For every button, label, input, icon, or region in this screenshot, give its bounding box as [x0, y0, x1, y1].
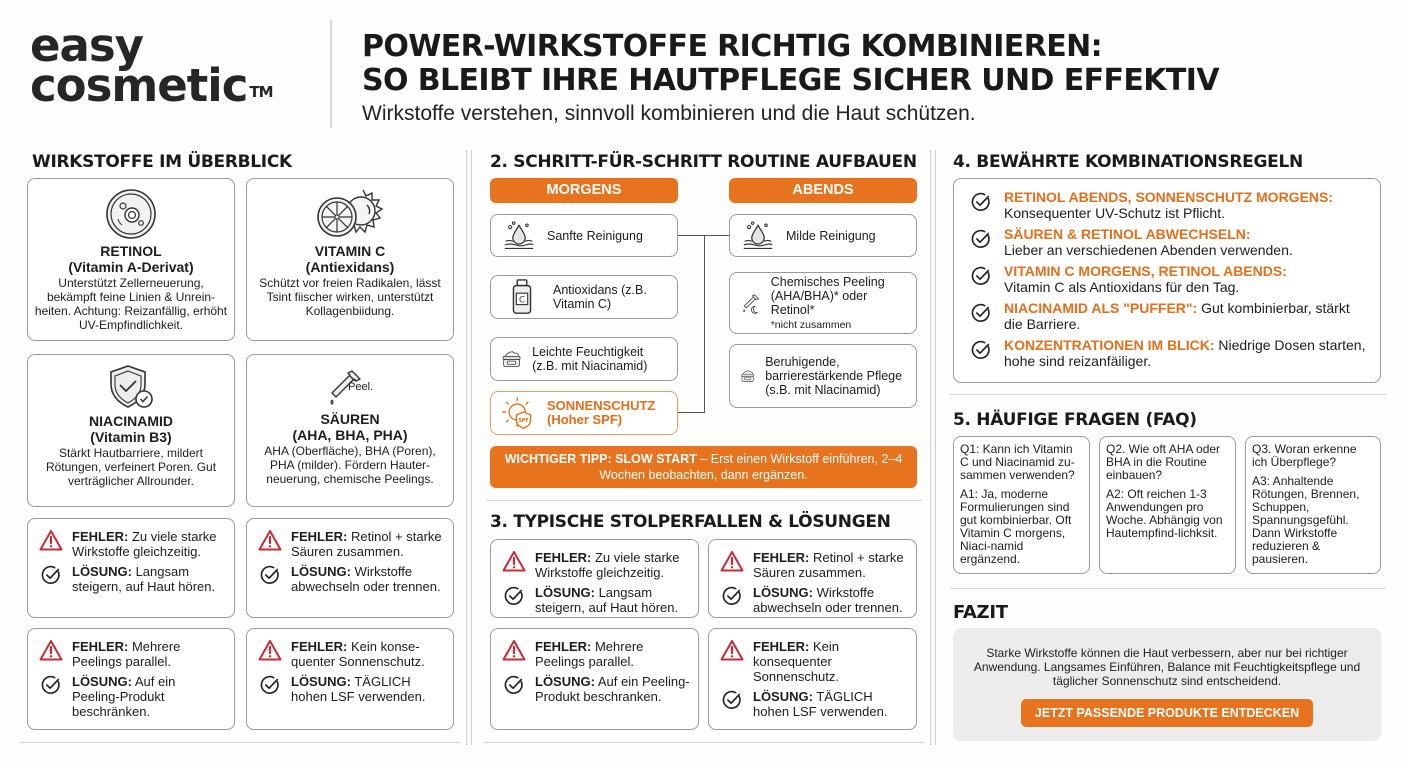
routine-step-evening: [729, 344, 917, 408]
slow-start-tip: [490, 446, 917, 488]
brand-logo: [30, 19, 273, 112]
rule-item: [970, 263, 1368, 295]
ingredient-card-vitamin-c: [246, 178, 454, 341]
warning-icon: [258, 639, 282, 661]
vitamin-c-bottle-icon: [507, 278, 537, 316]
routine-step-evening: [729, 272, 917, 334]
dropper-icon-wrap: [320, 363, 380, 411]
rule-text: Konsequenter UV-Schutz ist Pflicht.: [1004, 205, 1225, 221]
fehler-text: Retinol + starke Säuren zusammen.: [753, 550, 904, 580]
loesung-label: LÖSUNG:: [535, 585, 595, 600]
ingredient-subtitle: (Vitamin A-Derivat): [68, 259, 194, 275]
fehler-text: Zu viele starke Wirkstoffe gleichzeitig.: [72, 529, 217, 559]
step-label-line: SONNENSCHUTZ: [547, 398, 656, 413]
routine-step-evening: [729, 214, 917, 257]
ingredient-card-niacinamid: [27, 354, 235, 507]
check-circle-icon: [721, 585, 743, 607]
pitfall-card: [246, 518, 454, 618]
fehler-label: FEHLER:: [535, 639, 592, 654]
ingredient-description: Schützt vor freien Radikalen, lässt Tsint fiischer wirken, unterstützt Kollagenbiidung.: [259, 276, 441, 318]
faq-question: Q3. Woran erkenne ich Überpflege?: [1252, 442, 1357, 469]
rule-item: [970, 226, 1368, 258]
ingredient-card-retinol: [27, 178, 235, 341]
pitfall-card: [490, 539, 699, 618]
rule-key: SÄUREN & RETINOL ABWECHSELN:: [1004, 226, 1251, 242]
check-circle-icon: [970, 228, 992, 250]
brand-line2: cosmetic: [30, 59, 248, 112]
fehler-label: FEHLER:: [72, 639, 129, 654]
loesung-text: Auf ein Peeling-Produkt beschränken.: [72, 674, 176, 719]
check-circle-icon: [970, 339, 992, 361]
fehler-label: FEHLER:: [291, 529, 348, 544]
ingredient-description: Stärkt Hautbarriere, mildert Rötungen, verfeinert Poren. Gut verträglicher Allrounder.: [45, 446, 217, 488]
step-label: Sanfte Reinigung: [547, 228, 643, 243]
faq-answer: A2: Oft reichen 1-3 Anwendungen pro Woche. Abhängig von Hautempfind-lichksit.: [1106, 487, 1223, 540]
divider: [484, 742, 924, 743]
column-divider: [466, 150, 467, 745]
loesung-label: LÖSUNG:: [291, 564, 351, 579]
routine-step-morning: [490, 275, 678, 319]
rule-key: RETINOL ABENDS, SONNENSCHUTZ MORGENS:: [1004, 189, 1334, 205]
pitfall-card: [27, 628, 235, 730]
fehler-text: Mehrere Peelings parallel.: [535, 639, 644, 669]
cream-jar-icon: [501, 344, 522, 374]
column-divider: [930, 150, 931, 745]
brand-line1: easy: [30, 19, 144, 72]
retinol-cell-icon: [104, 187, 158, 241]
loesung-label: LÖSUNG:: [72, 564, 132, 579]
rule-key: VITAMIN C MORGENS, RETINOL ABENDS:: [1004, 263, 1287, 279]
title-line-1: POWER-WIRKSTOFFE RICHTIG KOMBINIEREN:: [362, 29, 1103, 64]
shield-check-icon: [106, 363, 156, 411]
rules-card: [953, 178, 1381, 383]
fehler-text: Mehrere Peelings parallel.: [72, 639, 181, 669]
warning-icon: [502, 639, 526, 661]
rule-item: [970, 189, 1368, 221]
faq-answer: A3: Anhaltende Rötungen, Brennen, Schuppen, Spannungsgefühl. Dann Wirkstoffe reduzieren & pausieren.: [1252, 474, 1360, 566]
divider: [486, 500, 922, 501]
fehler-label: FEHLER:: [753, 550, 810, 565]
warning-icon: [258, 529, 282, 551]
rule-item: [970, 337, 1368, 369]
loesung-text: TÄGLICH hohen LSF verwenden.: [291, 674, 426, 704]
column-divider: [935, 150, 936, 745]
rule-key: KONZENTRATIONEN IM BLICK:: [1004, 337, 1215, 353]
step-label: Antioxidans (z.B. Vitamin C): [553, 283, 647, 311]
trademark: TM: [249, 83, 273, 101]
page-subtitle: Wirkstoffe verstehen, sinnvoll kombinieren und die Haut schützen.: [362, 102, 976, 125]
step-label: [771, 275, 906, 332]
pitfall-card: [27, 518, 235, 618]
water-drop-icon: [740, 220, 776, 252]
routine-step-morning-sunscreen: [490, 391, 678, 435]
rule-key: NIACINAMID ALS "PUFFER":: [1004, 300, 1198, 316]
check-circle-icon: [721, 689, 743, 711]
check-circle-icon: [40, 674, 62, 696]
column-divider: [471, 150, 472, 745]
pitfall-card: [246, 628, 454, 730]
cream-jar-icon: [740, 361, 755, 391]
page-title: [362, 30, 1382, 98]
ingredient-description: Unterstützt Zellerneuerung, bekämpft feine Linien & Unrein-heiten. Achtung: Reizanfällig, erhöht UV-Empfindlichkeit.: [34, 276, 228, 332]
faq-item: [1245, 436, 1381, 574]
fazit-box: [953, 628, 1381, 741]
ingredient-description: AHA (Oberfläche), BHA (Poren), PHA (milder). Fördern Hauter-neuerung, chemische Peelings.: [264, 444, 436, 486]
fazit-text: Starke Wirkstoffe können die Haut verbessern, aber nur bei richtiger Anwendung. Langsames Einführen, Balance mit Feuchtigkeitspflege und täglicher Sonnenschutz sind entscheidend.: [973, 646, 1361, 688]
check-circle-icon: [259, 674, 281, 696]
ingredient-name: VITAMIN C: [314, 243, 386, 259]
ingredient-name: SÄUREN: [320, 411, 380, 427]
check-circle-icon: [970, 302, 992, 324]
citrus-sun-icon: [311, 187, 389, 241]
pitfall-card: [708, 539, 917, 618]
rule-text: Lieber an verschiedenen Abenden verwenden.: [1004, 242, 1293, 258]
step-label-line: (Hoher SPF): [547, 412, 623, 427]
warning-icon: [720, 550, 744, 572]
fehler-text: Retinol + starke Säuren zusammen.: [291, 529, 442, 559]
discover-products-button[interactable]: JETZT PASSENDE PRODUKTE ENTDECKEN: [1021, 699, 1313, 727]
loesung-text: Wirkstoffe abwechseln oder trennen.: [753, 585, 903, 615]
step-label: Milde Reinigung: [786, 228, 876, 243]
loesung-text: Auf ein Peeling-Produkt beschranken.: [535, 674, 690, 704]
loesung-label: LÖSUNG:: [72, 674, 132, 689]
faq-item: [1099, 436, 1236, 574]
rule-text: Niedrige Dosen starten, hohe sind reizanfäiliger.: [1004, 337, 1366, 369]
title-line-2: SO BLEIBT IHRE HAUTPFLEGE SICHER UND EFFEKTIV: [362, 63, 1219, 98]
step-label-text: Chemisches Peeling (AHA/BHA)* oder Retinol*: [770, 274, 885, 317]
morning-header: MORGENS: [490, 178, 678, 203]
ingredient-name: NIACINAMID: [89, 413, 173, 429]
divider: [950, 394, 1386, 395]
warning-icon: [39, 639, 63, 661]
rule-text: Vitamin C als Antioxidans für den Tag.: [1004, 279, 1240, 295]
ingredient-name: RETINOL: [100, 243, 162, 259]
sun-shield-icon: [501, 396, 537, 430]
section-heading-rules: 4. BEWÄHRTE KOMBINATIONSREGELN: [953, 152, 1303, 172]
faq-answer: A1: Ja, moderne Formulierungen sind gut kombinierbar. Oft Vitamin C morgens, Niaci-namid ergänzend.: [960, 487, 1072, 566]
check-circle-icon: [970, 265, 992, 287]
divider: [20, 742, 460, 743]
water-drop-icon: [501, 220, 537, 252]
section-heading-overview: WIRKSTOFFE IM ÜBERBLICK: [32, 152, 292, 172]
tip-text: – Erst einen Wirkstoff einführen, 2–4 Wochen beobachten, dann ergänzen.: [599, 452, 903, 482]
ingredient-subtitle: (Antiexidans): [305, 259, 395, 275]
loesung-text: TÄGLICH hohen LSF verwenden.: [753, 689, 888, 719]
faq-question: Q1: Kann ich Vitamin C und Niacinamid zu-sammen verwenden?: [960, 442, 1075, 482]
routine-step-morning: [490, 337, 678, 381]
section-heading-faq: 5. HÄUFIGE FRAGEN (FAQ): [953, 410, 1197, 430]
fehler-label: FEHLER:: [753, 639, 810, 654]
warning-icon: [39, 529, 63, 551]
rule-text: Gut kombinierbar, stärkt die Barriere.: [1004, 300, 1350, 332]
fehler-text: Kein konsequenter Sonnenschutz.: [753, 639, 840, 684]
warning-icon: [502, 550, 526, 572]
section-heading-routine: 2. SCHRITT-FÜR-SCHRITT ROUTINE AUFBAUEN: [490, 152, 917, 172]
loesung-text: Langsam steigern, auf Haut hören.: [72, 564, 216, 594]
step-label: Beruhigende, barrierestärkende Pflege (s.B. mit Nlacinamid): [765, 355, 903, 397]
step-label: [547, 399, 655, 427]
connector-line: [678, 412, 705, 413]
header-divider: [330, 20, 332, 128]
loesung-label: LÖSUNG:: [535, 674, 595, 689]
fehler-text: Zu viele starke Wirkstoffe gleichzeitig.: [535, 550, 680, 580]
loesung-label: LÖSUNG:: [753, 585, 813, 600]
check-circle-icon: [970, 191, 992, 213]
check-circle-icon: [503, 585, 525, 607]
dropper-moon-icon: [740, 283, 761, 323]
ingredient-subtitle: (AHA, BHA, PHA): [292, 427, 408, 443]
faq-item: [953, 436, 1090, 574]
ingredient-subtitle: (Vitamin B3): [90, 429, 172, 445]
warning-icon: [720, 639, 744, 661]
pitfall-card: [708, 628, 917, 730]
rule-item: [970, 300, 1368, 332]
check-circle-icon: [40, 564, 62, 586]
dropper-icon-label: Peel.: [348, 381, 374, 393]
faq-question: Q2. Wie oft AHA oder BHA in die Routine einbauen?: [1106, 442, 1221, 482]
check-circle-icon: [259, 564, 281, 586]
loesung-text: Langsam steigern, auf Haut hören.: [535, 585, 679, 615]
connector-line: [704, 235, 705, 413]
loesung-label: LÖSUNG:: [291, 674, 351, 689]
section-heading-pitfalls: 3. TYPISCHE STOLPERFALLEN & LÖSUNGEN: [490, 512, 891, 532]
pitfall-card: [490, 628, 699, 730]
routine-step-morning: [490, 214, 678, 257]
evening-header: ABENDS: [729, 178, 917, 203]
tip-heading: WICHTIGER TIPP: SLOW START: [504, 452, 697, 466]
loesung-label: LÖSUNG:: [753, 689, 813, 704]
step-label: Leichte Feuchtigkeit (z.B. mit Niacinamid): [532, 345, 648, 373]
ingredient-card-saeuren: [246, 354, 454, 507]
loesung-text: Wirkstoffe abwechseln oder trennen.: [291, 564, 441, 594]
section-heading-fazit: FAZIT: [953, 602, 1008, 623]
fehler-label: FEHLER:: [291, 639, 348, 654]
fehler-label: FEHLER:: [72, 529, 129, 544]
step-note: *nicht zusammen: [770, 318, 852, 331]
fehler-label: FEHLER:: [535, 550, 592, 565]
fehler-text: Kein konse-quenter Sonnenschutz.: [291, 639, 425, 669]
check-circle-icon: [503, 674, 525, 696]
divider: [950, 588, 1386, 589]
